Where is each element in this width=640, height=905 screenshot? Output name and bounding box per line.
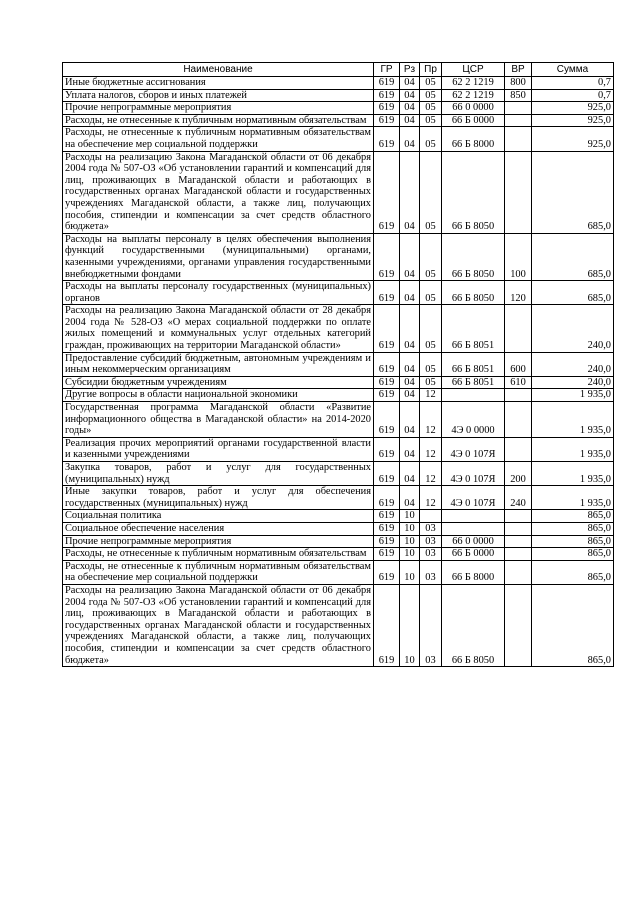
table-header-row [63, 63, 614, 77]
row-name: Субсидии бюджетным учреждениям [63, 376, 374, 389]
row-pr: 03 [420, 522, 442, 535]
table-row [63, 437, 614, 461]
row-pr: 03 [420, 535, 442, 548]
row-name: Социальное обеспечение населения [63, 522, 374, 535]
table-row [63, 114, 614, 127]
row-rz: 10 [400, 584, 420, 666]
table-row [63, 486, 614, 510]
row-vr [505, 114, 532, 127]
row-rz: 04 [400, 376, 420, 389]
row-name: Расходы на реализацию Закона Магаданской области от 06 декабря 2004 года № 507-ОЗ «Об установлении гарантий и компенсаций для лиц, проживающих в Магаданской области и работающих в государственных органах Магаданской области и государственных учреждениях Магаданской области, а также лиц, получающих пособия, стипендии и компенсации за счет средств областного бюджета» [63, 584, 374, 666]
row-vr [505, 522, 532, 535]
column-header-sum: Сумма [532, 63, 614, 77]
row-sum: 1 935,0 [532, 486, 614, 510]
column-header-gr: ГР [374, 63, 400, 77]
table-row [63, 535, 614, 548]
row-pr: 05 [420, 102, 442, 115]
row-csr: 66 Б 8050 [442, 233, 505, 280]
row-name: Расходы на реализацию Закона Магаданской области от 28 декабря 2004 года № 528-ОЗ «О мерах социальной поддержки по оплате жилых помещений и коммунальных услуг отдельных категорий граждан, проживающих на территории Магаданской области» [63, 305, 374, 352]
row-rz: 04 [400, 127, 420, 151]
row-pr: 12 [420, 486, 442, 510]
row-pr: 03 [420, 548, 442, 561]
row-pr: 03 [420, 584, 442, 666]
row-sum: 865,0 [532, 522, 614, 535]
row-vr [505, 305, 532, 352]
row-rz: 04 [400, 389, 420, 402]
row-sum: 685,0 [532, 233, 614, 280]
table-row [63, 77, 614, 90]
row-csr: 62 2 1219 [442, 89, 505, 102]
row-name: Прочие непрограммные мероприятия [63, 535, 374, 548]
row-pr: 12 [420, 389, 442, 402]
column-header-name: Наименование [63, 63, 374, 77]
row-csr [442, 522, 505, 535]
row-gr: 619 [374, 437, 400, 461]
row-sum: 0,7 [532, 89, 614, 102]
row-rz: 10 [400, 548, 420, 561]
row-rz: 04 [400, 352, 420, 376]
row-csr: 66 Б 0000 [442, 114, 505, 127]
table-row [63, 548, 614, 561]
row-sum: 1 935,0 [532, 462, 614, 486]
row-name: Иные бюджетные ассигнования [63, 77, 374, 90]
row-csr: 66 Б 8050 [442, 584, 505, 666]
budget-table [62, 62, 614, 667]
row-gr: 619 [374, 77, 400, 90]
row-name: Расходы, не отнесенные к публичным нормативным обязательствам на обеспечение мер социальной поддержки [63, 560, 374, 584]
row-csr [442, 389, 505, 402]
row-sum: 865,0 [532, 510, 614, 523]
row-name: Уплата налогов, сборов и иных платежей [63, 89, 374, 102]
row-vr: 800 [505, 77, 532, 90]
table-row [63, 560, 614, 584]
row-sum: 240,0 [532, 352, 614, 376]
row-pr: 05 [420, 127, 442, 151]
row-pr: 05 [420, 352, 442, 376]
row-gr: 619 [374, 376, 400, 389]
row-rz: 04 [400, 77, 420, 90]
row-rz: 04 [400, 402, 420, 438]
row-vr [505, 102, 532, 115]
row-csr [442, 510, 505, 523]
row-rz: 04 [400, 114, 420, 127]
table-row [63, 402, 614, 438]
row-csr: 4Э 0 107Я [442, 462, 505, 486]
row-sum: 865,0 [532, 548, 614, 561]
row-gr: 619 [374, 535, 400, 548]
row-name: Государственная программа Магаданской области «Развитие информационного общества в Магаданской области» на 2014-2020 годы» [63, 402, 374, 438]
column-header-rz: Рз [400, 63, 420, 77]
row-csr: 66 Б 8051 [442, 376, 505, 389]
row-rz: 04 [400, 462, 420, 486]
row-gr: 619 [374, 584, 400, 666]
row-vr: 240 [505, 486, 532, 510]
row-csr: 66 Б 8000 [442, 127, 505, 151]
row-rz: 04 [400, 486, 420, 510]
row-csr: 66 Б 8050 [442, 151, 505, 233]
row-name: Расходы, не отнесенные к публичным нормативным обязательствам на обеспечение мер социальной поддержки [63, 127, 374, 151]
row-rz: 10 [400, 560, 420, 584]
row-vr: 200 [505, 462, 532, 486]
row-pr: 12 [420, 437, 442, 461]
table-row [63, 281, 614, 305]
row-rz: 04 [400, 89, 420, 102]
row-csr: 66 Б 0000 [442, 548, 505, 561]
table-body [63, 77, 614, 667]
row-gr: 619 [374, 102, 400, 115]
row-gr: 619 [374, 560, 400, 584]
row-name: Расходы, не отнесенные к публичным нормативным обязательствам [63, 548, 374, 561]
row-pr: 05 [420, 233, 442, 280]
row-name: Расходы, не отнесенные к публичным нормативным обязательствам [63, 114, 374, 127]
row-pr: 12 [420, 462, 442, 486]
row-rz: 10 [400, 510, 420, 523]
table-row [63, 233, 614, 280]
row-gr: 619 [374, 233, 400, 280]
row-vr [505, 127, 532, 151]
column-header-vr: ВР [505, 63, 532, 77]
row-csr: 66 0 0000 [442, 535, 505, 548]
row-csr: 4Э 0 0000 [442, 402, 505, 438]
row-name: Другие вопросы в области национальной экономики [63, 389, 374, 402]
row-sum: 925,0 [532, 102, 614, 115]
row-pr: 05 [420, 305, 442, 352]
row-rz: 04 [400, 102, 420, 115]
row-gr: 619 [374, 548, 400, 561]
row-sum: 865,0 [532, 535, 614, 548]
row-vr [505, 584, 532, 666]
table-row [63, 510, 614, 523]
row-vr [505, 535, 532, 548]
table-row [63, 305, 614, 352]
row-pr [420, 510, 442, 523]
row-vr [505, 389, 532, 402]
row-name: Иные закупки товаров, работ и услуг для обеспечения государственных (муниципальных) нужд [63, 486, 374, 510]
row-vr: 120 [505, 281, 532, 305]
row-gr: 619 [374, 486, 400, 510]
row-rz: 04 [400, 233, 420, 280]
row-gr: 619 [374, 127, 400, 151]
row-csr: 66 Б 8051 [442, 352, 505, 376]
row-pr: 05 [420, 281, 442, 305]
row-gr: 619 [374, 522, 400, 535]
row-sum: 685,0 [532, 281, 614, 305]
table-row [63, 151, 614, 233]
row-name: Реализация прочих мероприятий органами государственной власти и казенными учреждениями [63, 437, 374, 461]
row-rz: 04 [400, 305, 420, 352]
row-sum: 685,0 [532, 151, 614, 233]
row-sum: 925,0 [532, 127, 614, 151]
row-sum: 865,0 [532, 584, 614, 666]
row-csr: 66 Б 8050 [442, 281, 505, 305]
row-rz: 10 [400, 522, 420, 535]
table-row [63, 462, 614, 486]
row-sum: 240,0 [532, 305, 614, 352]
row-gr: 619 [374, 352, 400, 376]
table-row [63, 584, 614, 666]
row-gr: 619 [374, 462, 400, 486]
row-rz: 10 [400, 535, 420, 548]
row-name: Закупка товаров, работ и услуг для государственных (муниципальных) нужд [63, 462, 374, 486]
row-pr: 05 [420, 376, 442, 389]
table-row [63, 89, 614, 102]
table-row [63, 389, 614, 402]
row-rz: 04 [400, 151, 420, 233]
row-vr [505, 560, 532, 584]
row-name: Расходы на выплаты персоналу государственных (муниципальных) органов [63, 281, 374, 305]
row-csr: 66 Б 8051 [442, 305, 505, 352]
row-rz: 04 [400, 281, 420, 305]
row-gr: 619 [374, 281, 400, 305]
table-row [63, 522, 614, 535]
table-row [63, 376, 614, 389]
row-vr: 600 [505, 352, 532, 376]
row-gr: 619 [374, 89, 400, 102]
row-name: Социальная политика [63, 510, 374, 523]
row-rz: 04 [400, 437, 420, 461]
column-header-pr: Пр [420, 63, 442, 77]
row-vr: 100 [505, 233, 532, 280]
row-vr: 850 [505, 89, 532, 102]
row-vr: 610 [505, 376, 532, 389]
row-gr: 619 [374, 402, 400, 438]
row-vr [505, 510, 532, 523]
row-gr: 619 [374, 305, 400, 352]
row-vr [505, 402, 532, 438]
table-row [63, 352, 614, 376]
row-sum: 1 935,0 [532, 389, 614, 402]
row-gr: 619 [374, 510, 400, 523]
row-name: Расходы на реализацию Закона Магаданской области от 06 декабря 2004 года № 507-ОЗ «Об установлении гарантий и компенсаций для лиц, проживающих в Магаданской области и работающих в государственных органах Магаданской области и государственных учреждениях Магаданской области, а также лиц, получающих пособия, стипендии и компенсации за счет средств областного бюджета» [63, 151, 374, 233]
row-pr: 05 [420, 89, 442, 102]
row-name: Предоставление субсидий бюджетным, автономным учреждениям и иным некоммерческим организациям [63, 352, 374, 376]
row-pr: 05 [420, 151, 442, 233]
row-csr: 66 0 0000 [442, 102, 505, 115]
column-header-csr: ЦСР [442, 63, 505, 77]
row-sum: 0,7 [532, 77, 614, 90]
row-sum: 925,0 [532, 114, 614, 127]
row-gr: 619 [374, 389, 400, 402]
row-pr: 03 [420, 560, 442, 584]
row-sum: 1 935,0 [532, 402, 614, 438]
row-vr [505, 151, 532, 233]
row-sum: 1 935,0 [532, 437, 614, 461]
row-sum: 865,0 [532, 560, 614, 584]
row-name: Прочие непрограммные мероприятия [63, 102, 374, 115]
row-gr: 619 [374, 114, 400, 127]
table-row [63, 127, 614, 151]
row-gr: 619 [374, 151, 400, 233]
row-csr: 62 2 1219 [442, 77, 505, 90]
row-csr: 66 Б 8000 [442, 560, 505, 584]
row-csr: 4Э 0 107Я [442, 437, 505, 461]
row-csr: 4Э 0 107Я [442, 486, 505, 510]
row-pr: 12 [420, 402, 442, 438]
row-pr: 05 [420, 114, 442, 127]
row-name: Расходы на выплаты персоналу в целях обеспечения выполнения функций государственными (муниципальными) органами, казенными учреждениями, органами управления государственными внебюджетными фондами [63, 233, 374, 280]
row-pr: 05 [420, 77, 442, 90]
row-vr [505, 548, 532, 561]
table-row [63, 102, 614, 115]
row-sum: 240,0 [532, 376, 614, 389]
row-vr [505, 437, 532, 461]
